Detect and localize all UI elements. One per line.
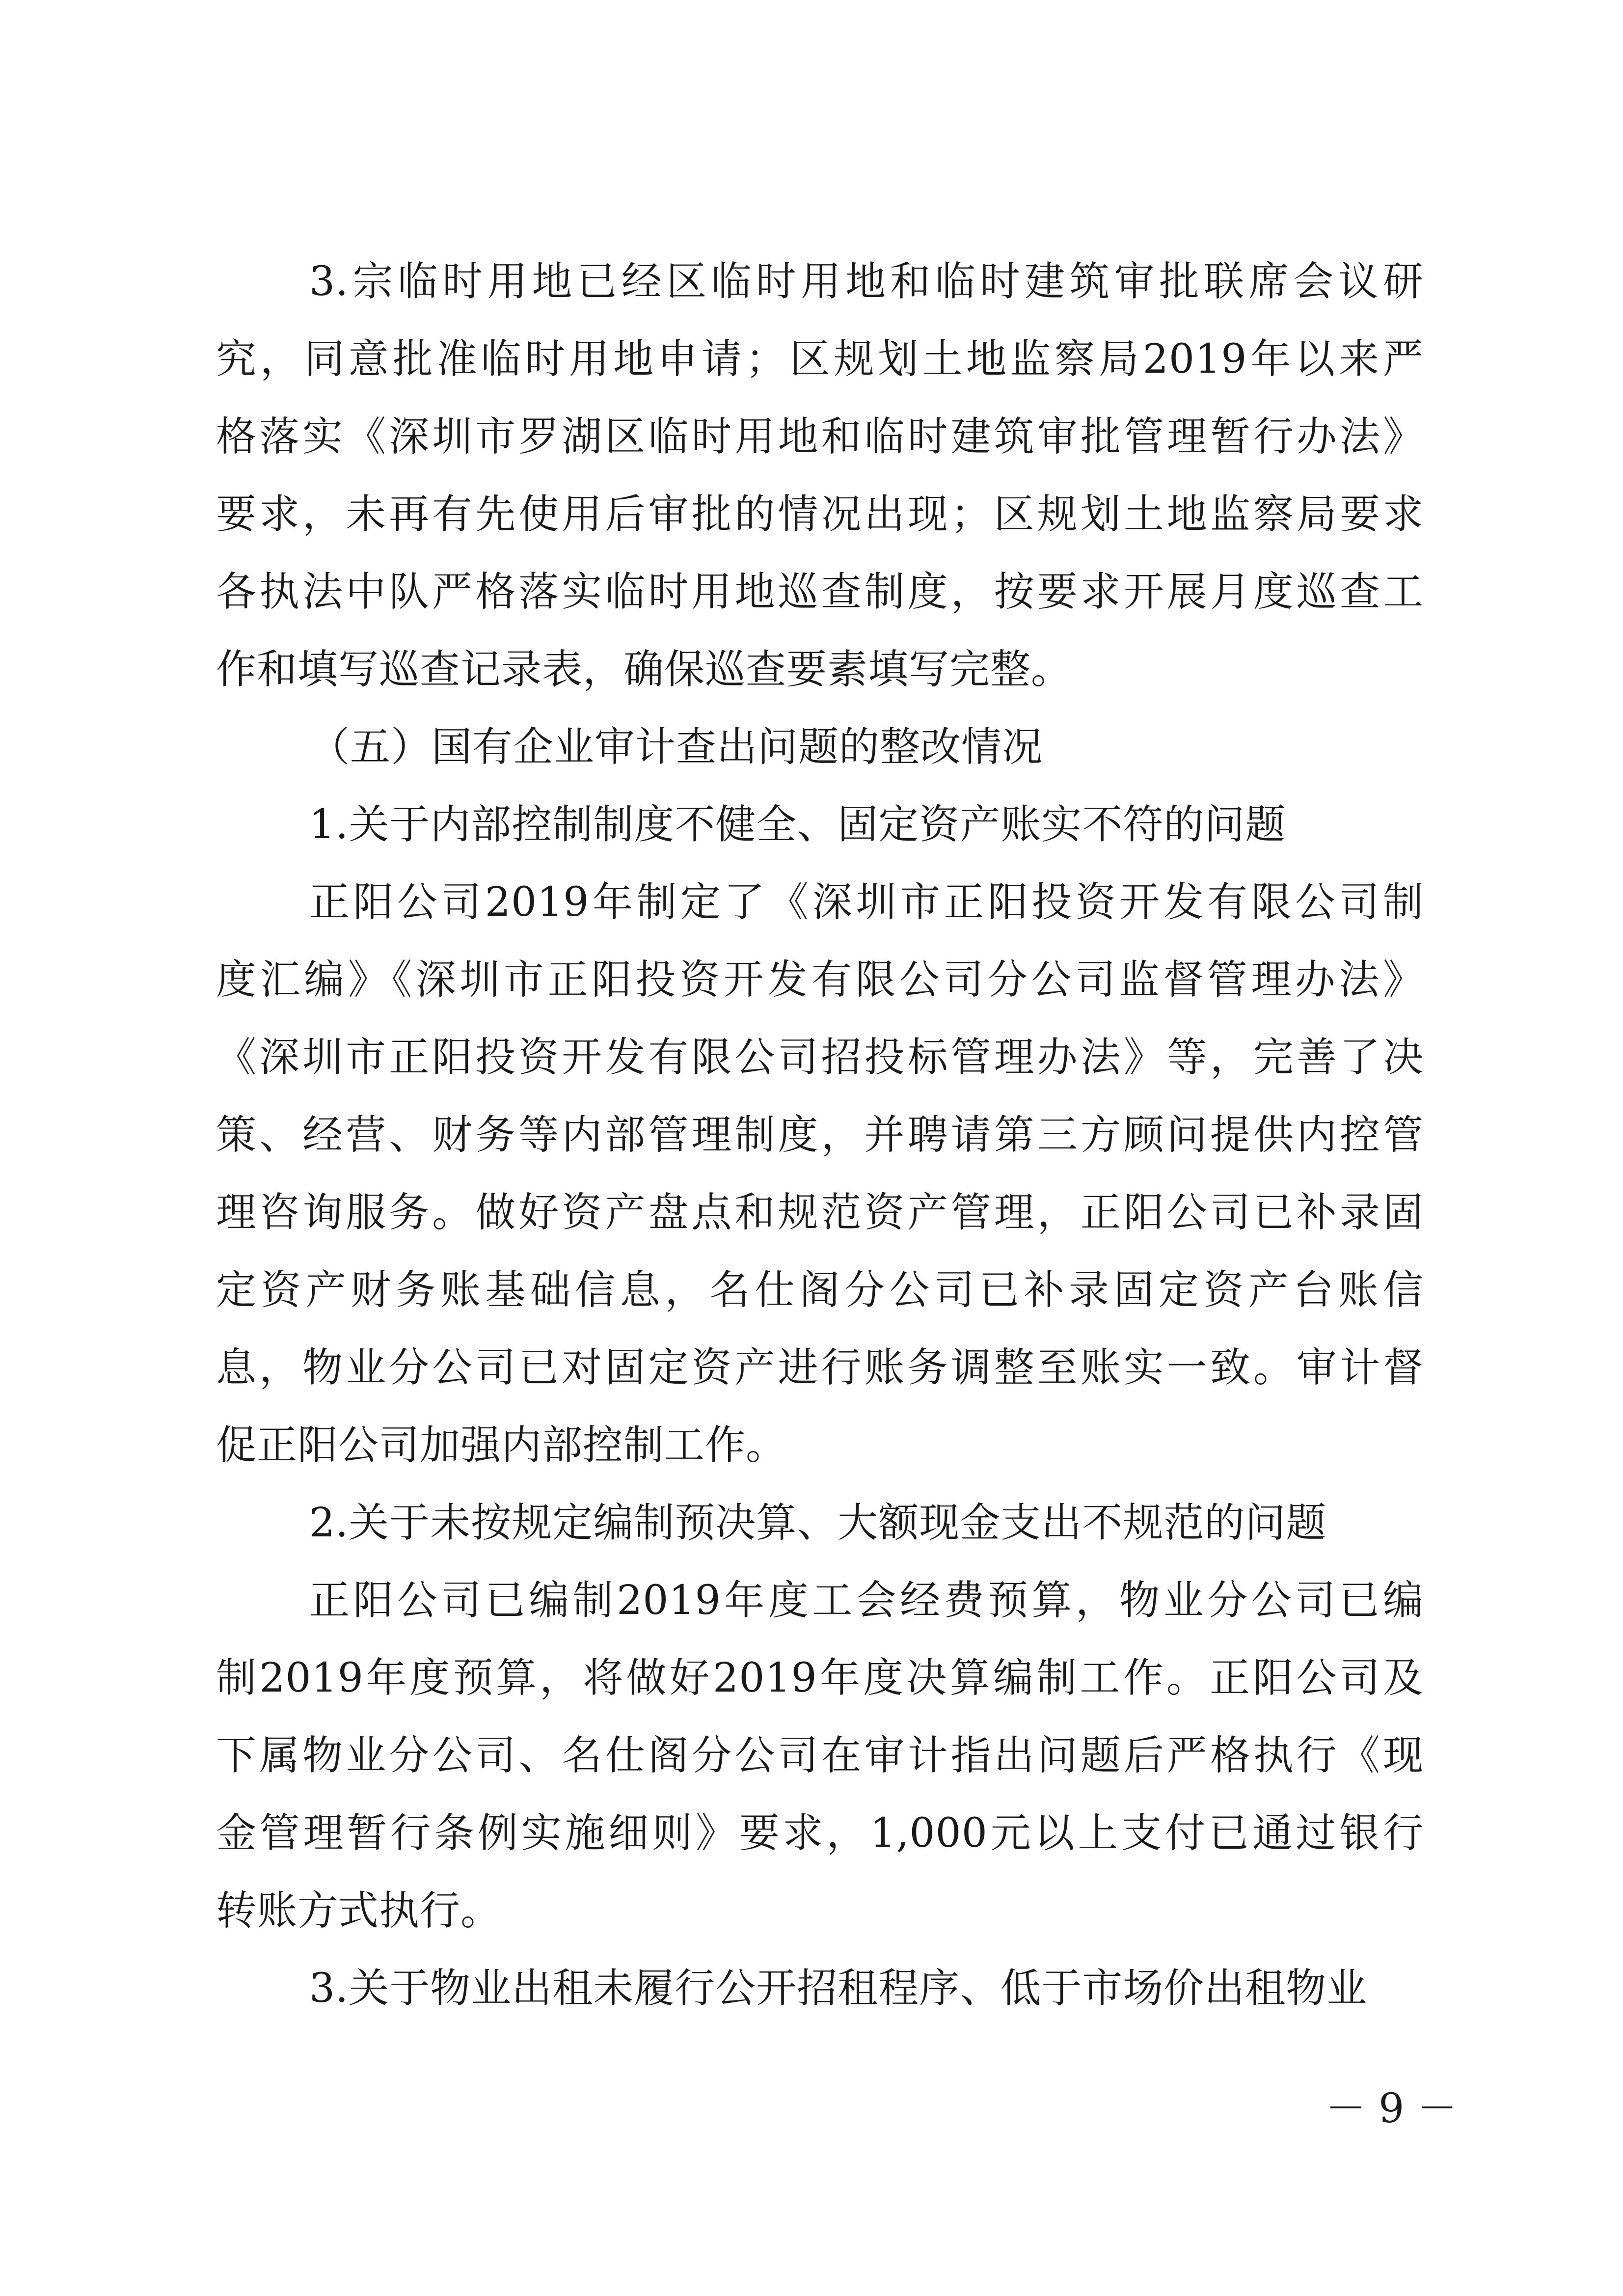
paragraph-line: 定资产财务账基础信息，名仕阁分公司已补录固定资产台账信 [216,1267,1424,1313]
paragraph-line: 格落实《深圳市罗湖区临时用地和临时建筑审批管理暂行办法》 [216,413,1424,460]
subsection-heading: 1.关于内部控制制度不健全、固定资产账实不符的问题 [309,801,1286,848]
paragraph-line: 正阳公司已编制2019年度工会经费预算，物业分公司已编 [309,1577,1424,1624]
paragraph-line: 促正阳公司加强内部控制工作。 [216,1422,787,1469]
paragraph-line: 下属物业分公司、名仕阁分公司在审计指出问题后严格执行《现 [216,1732,1424,1779]
paragraph-line: 作和填写巡查记录表，确保巡查要素填写完整。 [216,646,1072,693]
paragraph-line: 转账方式执行。 [216,1887,502,1934]
paragraph-line: 究，同意批准临时用地申请；区规划土地监察局2019年以来严 [216,336,1424,383]
paragraph-line: 各执法中队严格落实临时用地巡查制度，按要求开展月度巡查工 [216,569,1424,615]
subsection-heading: 2.关于未按规定编制预决算、大额现金支出不规范的问题 [309,1500,1327,1546]
paragraph-line: 3.宗临时用地已经区临时用地和临时建筑审批联席会议研 [309,258,1424,305]
paragraph-line: 息，物业分公司已对固定资产进行账务调整至账实一致。审计督 [216,1344,1424,1391]
paragraph-line: 理咨询服务。做好资产盘点和规范资产管理，正阳公司已补录固 [216,1189,1424,1236]
paragraph-line: 正阳公司2019年制定了《深圳市正阳投资开发有限公司制 [309,879,1424,926]
page-number: － 9 － [1325,2085,1458,2132]
paragraph-line: 《深圳市正阳投资开发有限公司招投标管理办法》等，完善了决 [216,1034,1424,1081]
paragraph-line: 金管理暂行条例实施细则》要求，1,000元以上支付已通过银行 [216,1810,1424,1857]
paragraph-line: 策、经营、财务等内部管理制度，并聘请第三方顾问提供内控管 [216,1112,1424,1158]
paragraph-line: 度汇编》《深圳市正阳投资开发有限公司分公司监督管理办法》 [216,957,1424,1003]
subsection-heading: 3.关于物业出租未履行公开招租程序、低于市场价出租物业 [309,1965,1368,2012]
paragraph-line: 制2019年度预算，将做好2019年度决算编制工作。正阳公司及 [216,1655,1424,1701]
section-heading: （五）国有企业审计查出问题的整改情况 [309,724,1043,770]
paragraph-line: 要求，未再有先使用后审批的情况出现；区规划土地监察局要求 [216,491,1424,538]
